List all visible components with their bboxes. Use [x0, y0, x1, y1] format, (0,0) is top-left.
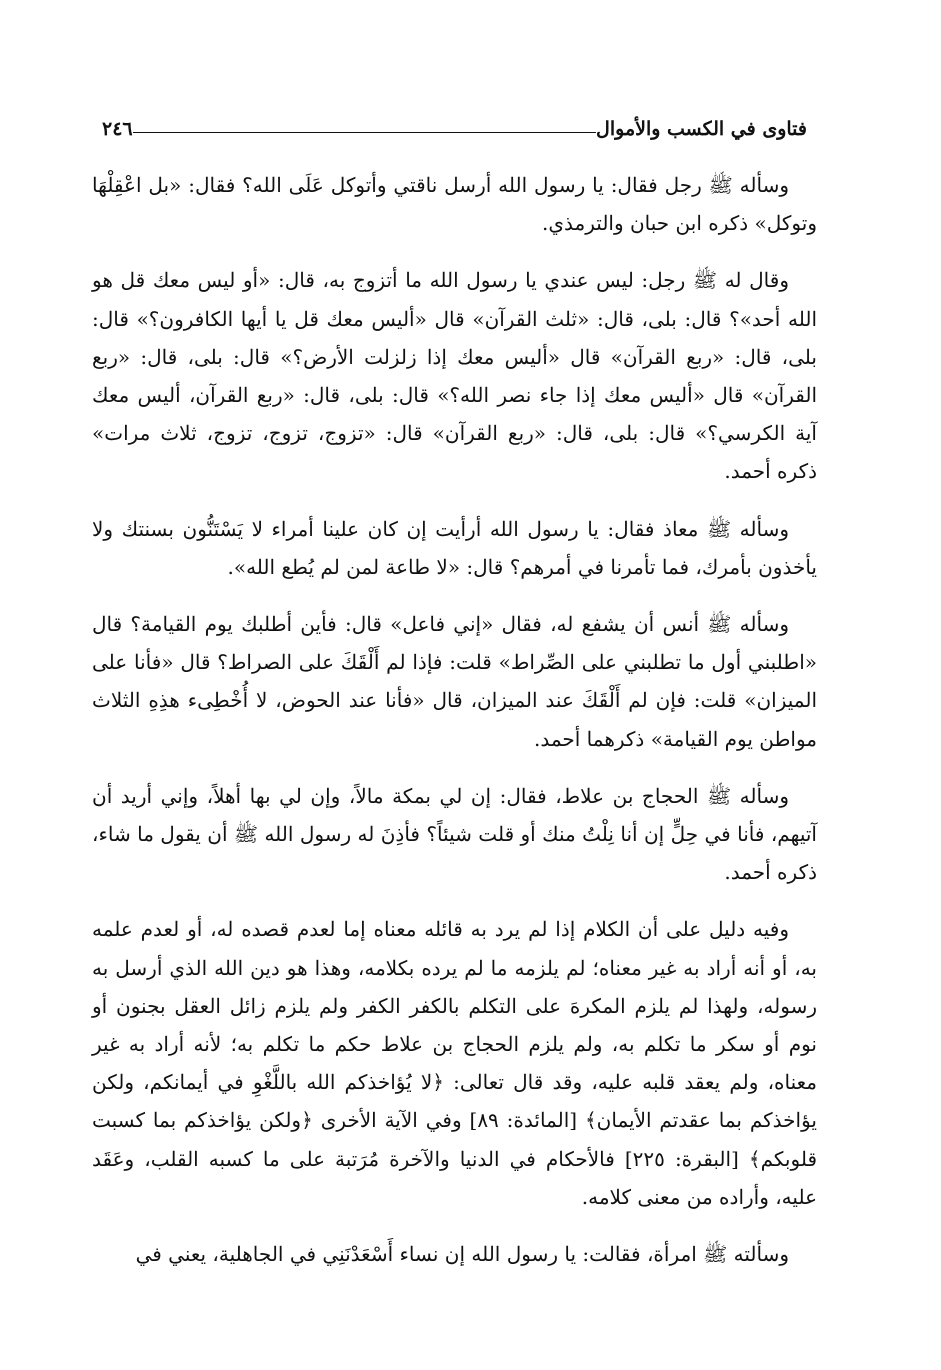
- paragraph: وسأله ﷺ رجل فقال: يا رسول الله أرسل ناقتي وأتوكل عَلَى الله؟ فقال: «بل اعْقِلْهَا وتوكل» ذكره ابن حبان والترمذي.: [92, 173, 817, 236]
- header-rule: [133, 132, 596, 133]
- book-title: فتاوى في الكسب والأموال: [596, 118, 807, 140]
- book-page: [92, 112, 817, 1352]
- paragraph: وسأله ﷺ أنس أن يشفع له، فقال «إني فاعل» قال: فأين أطلبك يوم القيامة؟ قال «اطلبني أول ما تطلبني على الصِّراط» قلت: فإذا لم أَلْقَكَ على الصراط؟ قال «فأنا على الميزان» قلت: فإن لم أَلْقَكَ عند الميزان، قال «فأنا عند الحوض، لا أُخْطِىء هذِهِ الثلاث مواطن يوم القيامة» ذكرهما أحمد.: [92, 612, 817, 751]
- paragraph: وسأله ﷺ الحجاج بن علاط، فقال: إن لي بمكة مالاً، وإن لي بها أهلاً، وإني أريد أن آتيهم، فأنا في حِلٍّ إن أنا نِلْتُ منك أو قلت شيئاً؟ فأذِنَ له رسول الله ﷺ أن يقول ما شاء، ذكره أحمد.: [92, 783, 817, 885]
- body-text: [92, 166, 817, 1273]
- running-header: [92, 112, 817, 146]
- paragraph: وقال له ﷺ رجل: ليس عندي يا رسول الله ما أتزوج به، قال: «أو ليس معك قل هو الله أحد»؟ قال: بلى، قال: «ثلث القرآن» قال «أليس معك قل يا أيها الكافرون؟» قال: بلى، قال: «ربع القرآن» قال «أليس معك إذا زلزلت الأرض؟» قال: بلى، قال: «ربع القرآن» قال «أليس معك إذا جاء نصر الله؟» قال: بلى، قال: «ربع القرآن، أليس معك آية الكرسي؟» قال: بلى، قال: «ربع القرآن» قال: «تزوج، تزوج، تزوج، ثلاث مرات» ذكره أحمد.: [92, 268, 817, 484]
- page-number: ٢٤٦: [102, 118, 133, 140]
- paragraph: وسأله ﷺ معاذ فقال: يا رسول الله أرأيت إن كان علينا أمراء لا يَسْتَنُّون بسنتك ولا يأخذون بأمرك، فما تأمرنا في أمرهم؟ قال: «لا طاعة لمن لم يُطع الله».: [92, 516, 817, 579]
- paragraph: وفيه دليل على أن الكلام إذا لم يرد به قائله معناه إما لعدم قصده له، أو لعدم علمه به، أو أنه أراد به غير معناه؛ لم يلزمه ما لم يرده بكلامه، وهذا هو دين الله الذي أرسل به رسوله، ولهذا لم يلزم المكرهَ على التكلم بالكفر الكفر ولم يلزم زائل العقل بجنون أو نوم أو سكر ما تكلم به، ولم يلزم الحجاج بن علاط حكم ما تكلم به؛ لأنه أراد به غير معناه، ولم يعقد قلبه عليه، وقد قال تعالى: ﴿لا يُؤاخذكم الله باللَّغْوِ في أيمانكم، ولكن يؤاخذكم بما عقدتم الأيمان﴾ [المائدة: ٨٩] وفي الآية الأخرى ﴿ولكن يؤاخذكم بما كسبت قلوبكم﴾ [البقرة: ٢٢٥] فالأحكام في الدنيا والآخرة مُرَتبة على ما كسبه القلب، وعَقَد عليه، وأراده من معنى كلامه.: [92, 917, 818, 1209]
- paragraph: وسألته ﷺ امرأة، فقالت: يا رسول الله إن نساء أَسْعَدْنَنِي في الجاهلية، يعني في: [135, 1242, 789, 1267]
